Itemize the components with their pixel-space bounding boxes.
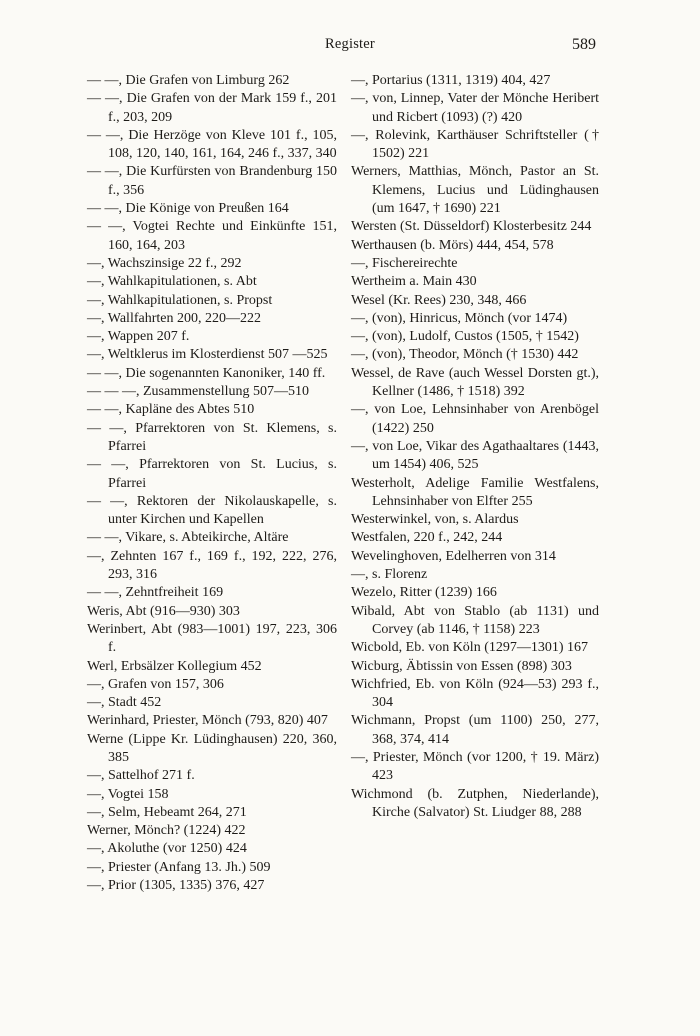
index-entry: —, Wachszinsige 22 f., 292: [87, 255, 242, 271]
index-entry: —, Sattelhof 271 f.: [87, 768, 195, 784]
index-entry: —, (von), Theodor, Mönch († 1530) 442: [351, 347, 579, 363]
index-entry: Wertheim a. Main 430: [351, 274, 477, 290]
index-entry: Westerholt, Adelige Familie Westfalens, Lehnsinhaber von Elfter 255: [351, 475, 599, 509]
index-entry: —, Portarius (1311, 1319) 404, 427: [351, 73, 551, 88]
index-entry: Wezelo, Ritter (1239) 166: [351, 585, 497, 601]
index-entry: Wicburg, Äbtissin von Essen (898) 303: [351, 658, 572, 674]
index-entry: Wibald, Abt von Stablo (ab 1131) und Corvey (ab 1146, † 1158) 223: [351, 603, 599, 637]
index-entry: — —, Pfarrektoren von St. Klemens, s. Pfarrei: [87, 420, 337, 454]
index-entry: —, Rolevink, Karthäuser Schriftsteller († 1502) 221: [351, 127, 599, 162]
index-entry: —, Akoluthe (vor 1250) 424: [87, 841, 247, 857]
index-entry: — —, Die Herzöge von Kleve 101 f., 105, 108, 120, 140, 161, 164, 246 f., 337, 340: [87, 127, 337, 162]
index-entry: — —, Zehntfreiheit 169: [87, 585, 224, 601]
index-entry: —, Vogtei 158: [87, 786, 169, 802]
index-entry: Wichmann, Propst (um 1100) 250, 277, 368, 374, 414: [351, 713, 599, 747]
index-entry: —, s. Florenz: [351, 567, 428, 583]
index-entry: — —, Die Könige von Preußen 164: [87, 201, 289, 217]
index-entry: Werl, Erbsälzer Kollegium 452: [87, 658, 262, 674]
index-entry: — —, Pfarrektoren von St. Lucius, s. Pfarrei: [87, 457, 337, 491]
index-entry: —, Wallfahrten 200, 220—222: [87, 310, 261, 326]
index-entry: Wersten (St. Düsseldorf) Klosterbesitz 244: [351, 219, 592, 235]
index-entry: — —, Die Grafen von Limburg 262: [87, 73, 290, 88]
index-entry: —, (von), Hinricus, Mönch (vor 1474): [351, 310, 568, 326]
index-entry: —, von, Linnep, Vater der Mönche Heribert und Ricbert (1093) (?) 420: [351, 91, 599, 125]
index-entry: Westfalen, 220 f., 242, 244: [351, 530, 503, 546]
index-entry: — —, Kapläne des Abtes 510: [87, 402, 255, 418]
index-entry: —, Priester, Mönch (vor 1200, † 19. März) 423: [351, 749, 599, 784]
index-entry: Weris, Abt (916—930) 303: [87, 603, 240, 619]
index-entry: —, (von), Ludolf, Custos (1505, † 1542): [351, 329, 579, 345]
index-entry: —, Stadt 452: [87, 695, 162, 711]
index-entry: —, von Loe, Lehnsinhaber von Arenbögel (1422) 250: [351, 402, 599, 436]
index-entry: —, Selm, Hebeamt 264, 271: [87, 804, 247, 820]
index-column-left: [87, 72, 337, 895]
index-entry: Werners, Matthias, Mönch, Pastor an St. Klemens, Lucius und Lüdinghausen (um 1647, † 1690) 221: [351, 164, 599, 217]
index-entry: —, Grafen von 157, 306: [87, 676, 224, 692]
index-entry: Werthausen (b. Mörs) 444, 454, 578: [351, 237, 554, 253]
index-entry: Westerwinkel, von, s. Alardus: [351, 512, 519, 528]
index-entry: — —, Die sogenannten Kanoniker, 140 ff.: [87, 365, 326, 381]
index-entry: — —, Die Grafen von der Mark 159 f., 201 f., 203, 209: [87, 91, 337, 125]
index-column-right: [351, 72, 599, 822]
index-entry: Wevelinghoven, Edelherren von 314: [351, 548, 556, 564]
index-entry: Werinhard, Priester, Mönch (793, 820) 407: [87, 713, 328, 729]
index-entry: Wichmond (b. Zutphen, Niederlande), Kirche (Salvator) St. Liudger 88, 288: [351, 786, 599, 820]
index-entry: Werner, Mönch? (1224) 422: [87, 823, 246, 839]
index-entry: —, Zehnten 167 f., 169 f., 192, 222, 276, 293, 316: [87, 548, 337, 583]
index-entry: — —, Rektoren der Nikolauskapelle, s. unter Kirchen und Kapellen: [87, 493, 337, 528]
index-entry: — —, Die Kurfürsten von Brandenburg 150 f., 356: [87, 164, 337, 198]
index-entry: — —, Vikare, s. Abteikirche, Altäre: [87, 530, 289, 546]
page-number: 589: [572, 36, 596, 53]
index-entry: Werinbert, Abt (983—1001) 197, 223, 306 f.: [87, 621, 337, 656]
index-entry: —, Weltklerus im Klosterdienst 507 —525: [87, 347, 328, 363]
index-entry: —, Wahlkapitulationen, s. Propst: [87, 292, 273, 308]
running-title: Register: [325, 36, 375, 52]
index-entry: —, Priester (Anfang 13. Jh.) 509: [87, 859, 271, 875]
index-entry: —, Fischereirechte: [351, 255, 458, 271]
index-entry: —, Wappen 207 f.: [87, 329, 190, 345]
index-entry: Wicbold, Eb. von Köln (1297—1301) 167: [351, 640, 589, 656]
index-entry: Wesel (Kr. Rees) 230, 348, 466: [351, 292, 527, 308]
index-entry: Werne (Lippe Kr. Lüdinghausen) 220, 360, 385: [87, 731, 337, 765]
index-entry: —, Wahlkapitulationen, s. Abt: [87, 274, 257, 290]
running-head: [0, 36, 700, 56]
index-entry: —, von Loe, Vikar des Agathaaltares (1443, um 1454) 406, 525: [351, 438, 599, 473]
index-entry: Wessel, de Rave (auch Wessel Dorsten gt.), Kellner (1486, † 1518) 392: [351, 365, 599, 400]
index-entry: — — —, Zusammenstellung 507—510: [87, 384, 310, 400]
index-entry: —, Prior (1305, 1335) 376, 427: [87, 878, 265, 894]
index-entry: — —, Vogtei Rechte und Einkünfte 151, 160, 164, 203: [87, 219, 337, 253]
index-entry: Wichfried, Eb. von Köln (924—53) 293 f., 304: [351, 676, 599, 711]
